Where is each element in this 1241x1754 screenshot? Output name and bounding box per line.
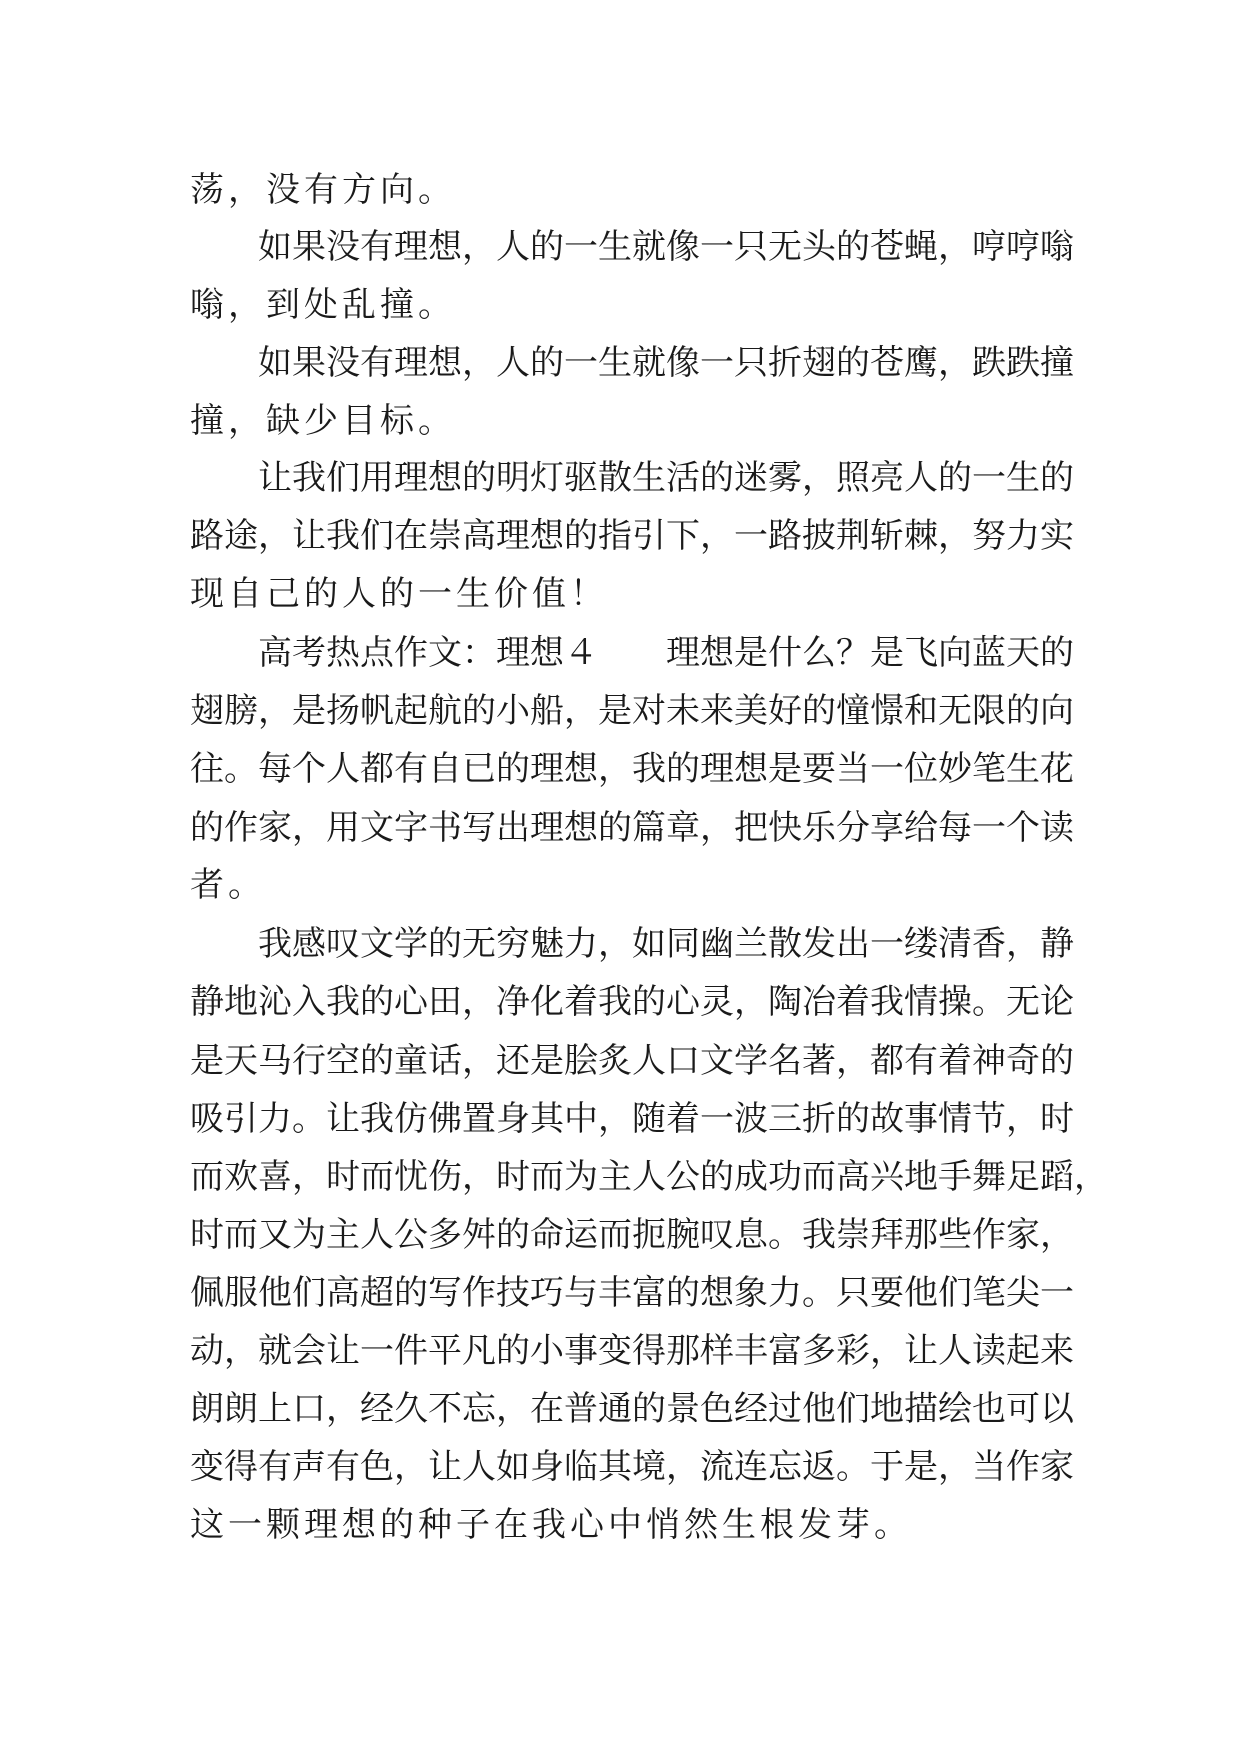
text-line: 的作家，用文字书写出理想的篇章，把快乐分享给每一个读: [190, 808, 1074, 848]
text-line: 变得有声有色，让人如身临其境，流连忘返。于是，当作家: [190, 1447, 1074, 1487]
text-line: 时而又为主人公多舛的命运而扼腕叹息。我崇拜那些作家，: [190, 1215, 1074, 1255]
text-line: 佩服他们高超的写作技巧与丰富的想象力。只要他们笔尖一: [190, 1273, 1074, 1313]
text-line: 而欢喜，时而忧伤，时而为主人公的成功而高兴地手舞足蹈，: [190, 1157, 1108, 1197]
text-line: 是天马行空的童话，还是脍炙人口文学名著，都有着神奇的: [190, 1041, 1074, 1081]
text-line: 朗朗上口，经久不忘，在普通的景色经过他们地描绘也可以: [190, 1389, 1074, 1429]
text-line: 让我们用理想的明灯驱散生活的迷雾，照亮人的一生的: [258, 458, 1074, 498]
text-line: 嗡，到处乱撞。: [190, 285, 456, 325]
text-line: 我感叹文学的无穷魅力，如同幽兰散发出一缕清香，静: [258, 924, 1074, 964]
text-line: 高考热点作文：理想４ 理想是什么？是飞向蓝天的: [258, 633, 1074, 673]
text-line: 撞，缺少目标。: [190, 401, 456, 441]
text-line: 静地沁入我的心田，净化着我的心灵，陶冶着我情操。无论: [190, 982, 1074, 1022]
text-line: 者。: [190, 865, 266, 905]
text-line: 这一颗理想的种子在我心中悄然生根发芽。: [190, 1505, 912, 1545]
text-line: 吸引力。让我仿佛置身其中，随着一波三折的故事情节，时: [190, 1099, 1074, 1139]
text-line: 现自己的人的一生价值！: [190, 574, 608, 614]
text-line: 如果没有理想，人的一生就像一只无头的苍蝇，哼哼嗡: [258, 227, 1074, 267]
text-line: 荡，没有方向。: [190, 170, 456, 210]
text-line: 往。每个人都有自已的理想，我的理想是要当一位妙笔生花: [190, 749, 1074, 789]
text-line: 路途，让我们在崇高理想的指引下，一路披荆斩棘，努力实: [190, 516, 1074, 556]
text-line: 翅膀，是扬帆起航的小船，是对未来美好的憧憬和无限的向: [190, 691, 1074, 731]
text-line: 如果没有理想，人的一生就像一只折翅的苍鹰，跌跌撞: [258, 343, 1074, 383]
text-line: 动，就会让一件平凡的小事变得那样丰富多彩，让人读起来: [190, 1331, 1074, 1371]
